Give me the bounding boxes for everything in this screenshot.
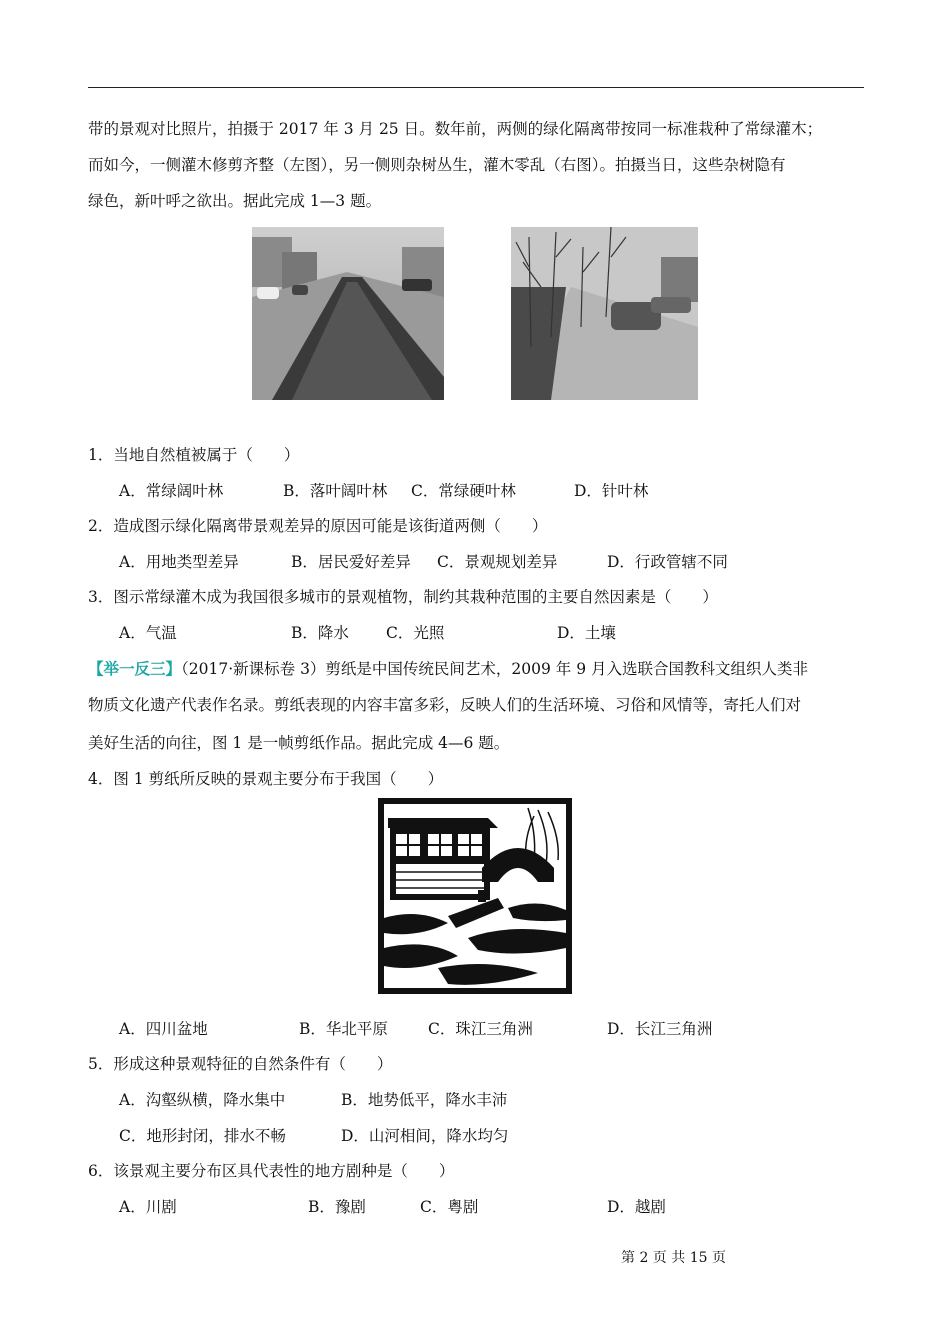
section-line-1-text: （2017·新课标卷 3）剪纸是中国传统民间艺术，2009 年 9 月入选联合国教科文组织人类非 (181, 660, 809, 678)
q1-option-b[interactable]: B．落叶阔叶林 (283, 482, 388, 500)
q4-option-c[interactable]: C．珠江三角洲 (428, 1020, 533, 1038)
q6-option-c[interactable]: C．粤剧 (420, 1198, 479, 1216)
section-intro-line-3: 美好生活的向往，图 1 是一帧剪纸作品。据此完成 4—6 题。 (88, 734, 510, 752)
section-intro-line-1 (88, 657, 808, 679)
q3-option-b[interactable]: B．降水 (291, 624, 349, 642)
q1-option-c[interactable]: C．常绿硬叶林 (411, 482, 516, 500)
q6-option-a[interactable]: A．川剧 (119, 1198, 177, 1216)
q4-option-a[interactable]: A．四川盆地 (119, 1020, 208, 1038)
q5-option-a[interactable]: A．沟壑纵横，降水集中 (119, 1091, 286, 1109)
papercut-figure (378, 798, 572, 994)
photo-messy-hedge (511, 227, 698, 400)
q5-option-b[interactable]: B．地势低平，降水丰沛 (341, 1091, 508, 1109)
q6-option-b[interactable]: B．豫剧 (308, 1198, 366, 1216)
intro-line-2: 而如今，一侧灌木修剪齐整（左图），另一侧则杂树丛生，灌木零乱（右图）。拍摄当日，这些杂树隐有 (88, 156, 786, 174)
page-footer: 第 2 页 共 15 页 (621, 1250, 726, 1266)
question-3-stem: 3．图示常绿灌木成为我国很多城市的景观植物，制约其栽种范围的主要自然因素是（ ） (88, 588, 718, 606)
question-6-stem: 6．该景观主要分布区具代表性的地方剧种是（ ） (88, 1162, 455, 1180)
question-2-stem: 2．造成图示绿化隔离带景观差异的原因可能是该街道两侧（ ） (88, 517, 548, 535)
q3-option-c[interactable]: C．光照 (386, 624, 445, 642)
section-tag: 【举一反三】 (88, 659, 182, 678)
q6-option-d[interactable]: D．越剧 (607, 1198, 666, 1216)
q5-option-d[interactable]: D．山河相间，降水均匀 (341, 1127, 509, 1145)
q1-option-d[interactable]: D．针叶林 (574, 482, 649, 500)
question-1-stem: 1．当地自然植被属于（ ） (88, 446, 300, 464)
q2-option-d[interactable]: D．行政管辖不同 (607, 553, 728, 571)
question-4-stem: 4．图 1 剪纸所反映的景观主要分布于我国（ ） (88, 770, 444, 788)
q4-option-b[interactable]: B．华北平原 (299, 1020, 388, 1038)
q3-option-d[interactable]: D．土壤 (557, 624, 616, 642)
q2-option-c[interactable]: C．景观规划差异 (437, 553, 558, 571)
q4-option-d[interactable]: D．长江三角洲 (607, 1020, 713, 1038)
question-5-stem: 5．形成这种景观特征的自然条件有（ ） (88, 1055, 393, 1073)
photo-trimmed-hedge (252, 227, 444, 400)
section-intro-line-2: 物质文化遗产代表作名录。剪纸表现的内容丰富多彩，反映人们的生活环境、习俗和风情等，寄托人们对 (88, 696, 802, 714)
q3-option-a[interactable]: A．气温 (119, 624, 177, 642)
q5-option-c[interactable]: C．地形封闭，排水不畅 (119, 1127, 286, 1145)
q2-option-b[interactable]: B．居民爱好差异 (291, 553, 411, 571)
intro-line-3: 绿色，新叶呼之欲出。据此完成 1—3 题。 (88, 192, 382, 210)
intro-line-1: 带的景观对比照片，拍摄于 2017 年 3 月 25 日。数年前，两侧的绿化隔离带按同一标准栽种了常绿灌木； (88, 120, 823, 138)
q2-option-a[interactable]: A．用地类型差异 (119, 553, 239, 571)
q1-option-a[interactable]: A．常绿阔叶林 (119, 482, 224, 500)
header-rule (88, 87, 864, 88)
